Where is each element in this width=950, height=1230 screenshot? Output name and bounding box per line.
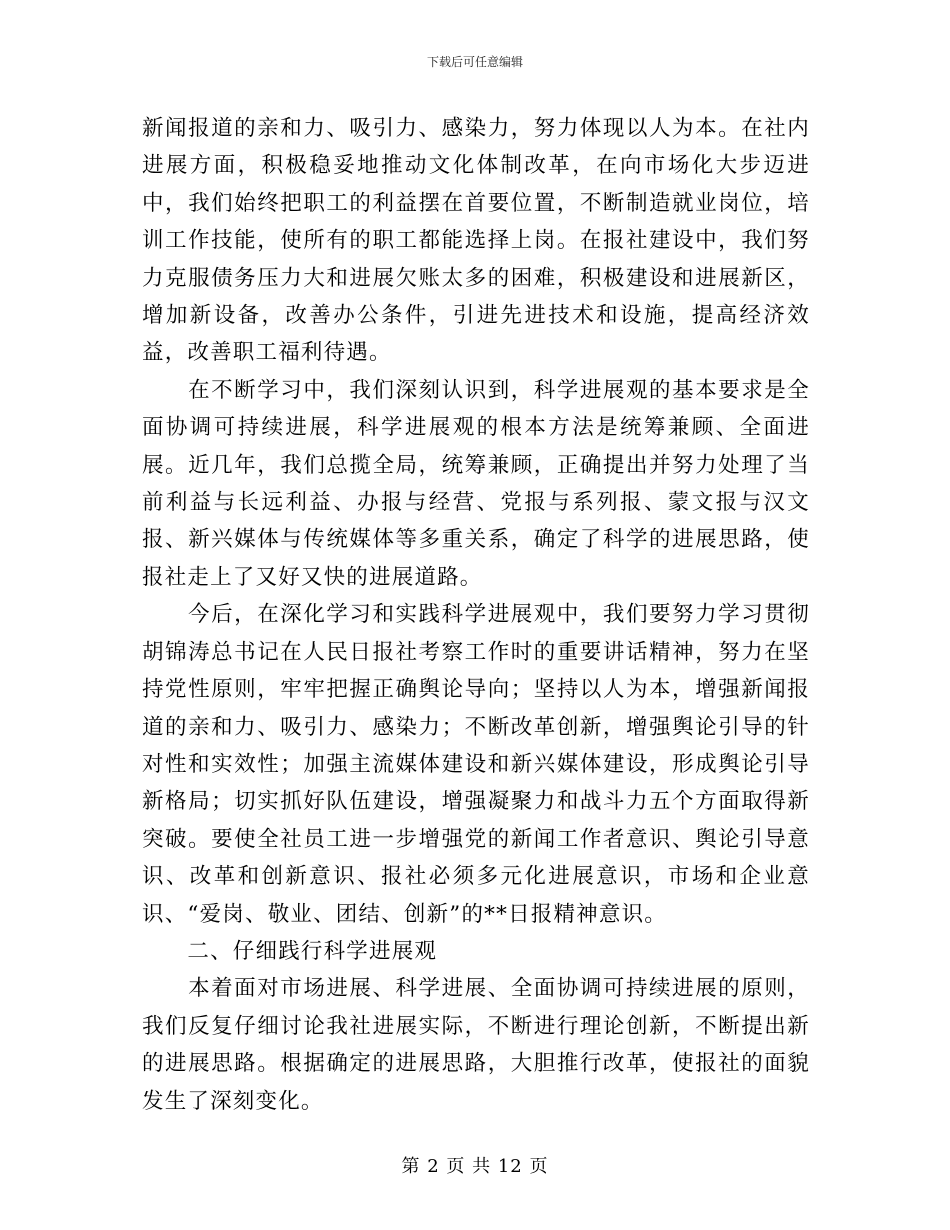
document-body: [142, 110, 810, 1120]
paragraph-4: 本着面对市场进展、科学进展、全面协调可持续进展的原则，我们反复仔细讨论我社进展实际，不断进行理论创新，不断提出新的进展思路。根据确定的进展思路，大胆推行改革，使报社的面貌发生了深刻变化。: [142, 976, 810, 1114]
page-number: 第 2 页 共 12 页: [401, 1156, 549, 1177]
paragraph-2: 在不断学习中，我们深刻认识到，科学进展观的基本要求是全面协调可持续进展，科学进展观的根本方法是统筹兼顾、全面进展。近几年，我们总揽全局，统筹兼顾，正确提出并努力处理了当前利益与长远利益、办报与经营、党报与系列报、蒙文报与汉文报、新兴媒体与传统媒体等多重关系，确定了科学的进展思路，使报社走上了又好又快的进展道路。: [142, 377, 810, 590]
paragraph-1: 新闻报道的亲和力、吸引力、感染力，努力体现以人为本。在社内进展方面，积极稳妥地推动文化体制改革，在向市场化大步迈进中，我们始终把职工的利益摆在首要位置，不断制造就业岗位，培训工作技能，使所有的职工都能选择上岗。在报社建设中，我们努力克服债务压力大和进展欠账太多的困难，积极建设和进展新区，增加新设备，改善办公条件，引进先进技术和设施，提高经济效益，改善职工福利待遇。: [142, 116, 810, 366]
page-header-note: 下载后可任意编辑: [426, 55, 523, 69]
paragraph-3: 今后，在深化学习和实践科学进展观中，我们要努力学习贯彻胡锦涛总书记在人民日报社考察工作时的重要讲话精神，努力在坚持党性原则，牢牢把握正确舆论导向；坚持以人为本，增强新闻报道的亲和力、吸引力、感染力；不断改革创新，增强舆论引导的针对性和实效性；加强主流媒体建设和新兴媒体建设，形成舆论引导新格局；切实抓好队伍建设，增强凝聚力和战斗力五个方面取得新突破。要使全社员工进一步增强党的新闻工作者意识、舆论引导意识、改革和创新意识、报社必须多元化进展意识，市场和企业意识、“爱岗、敬业、团结、创新”的**日报精神意识。: [142, 602, 810, 927]
section-heading: 二、仔细践行科学进展观: [142, 938, 438, 964]
